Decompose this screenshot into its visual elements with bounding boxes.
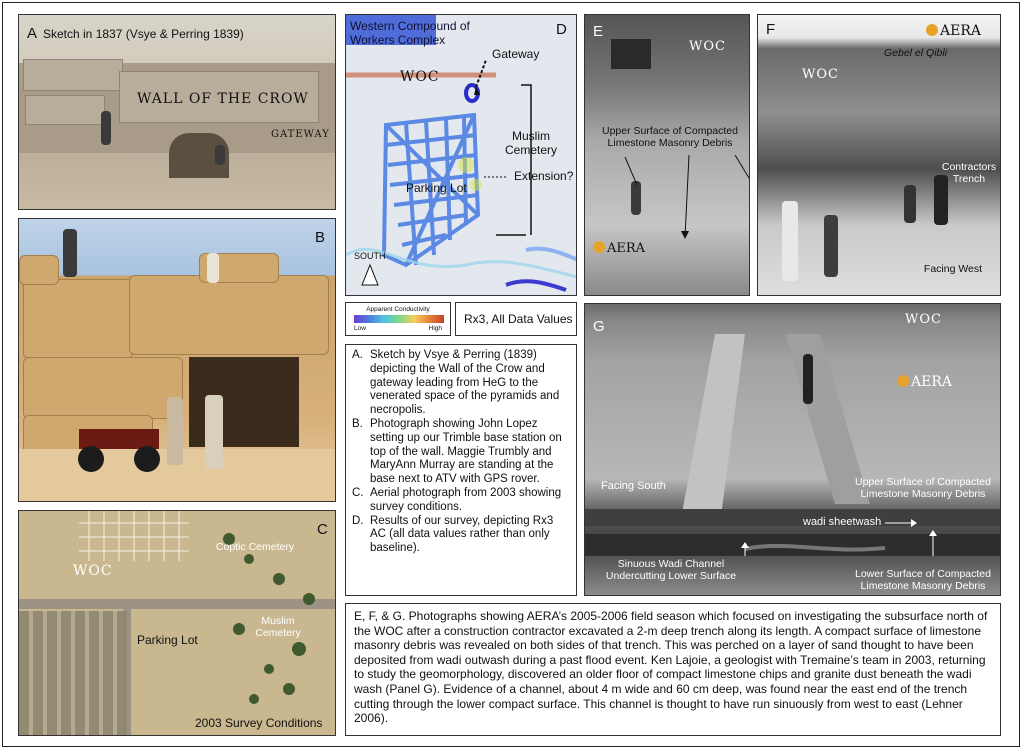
person-standing — [205, 395, 223, 469]
rx3-label-box — [455, 302, 577, 336]
atv-vehicle — [69, 419, 169, 474]
wall-block — [25, 95, 105, 125]
panel-f-photo — [757, 14, 1001, 296]
legend-color-ramp — [354, 315, 444, 323]
woc-label: WOC — [905, 312, 942, 327]
coptic-grid — [79, 511, 199, 571]
survey-conditions-caption: 2003 Survey Conditions — [195, 716, 323, 730]
woc-label: WOC — [802, 67, 839, 82]
person-john — [63, 229, 77, 277]
wall-label: WALL OF THE CROW — [137, 91, 309, 107]
panel-a-sketch — [18, 14, 336, 210]
upper-surface-label: Upper Surface of Compacted Limestone Masonry Debris — [602, 125, 738, 149]
parking-lot-label: Parking Lot — [137, 633, 198, 647]
panel-letter: E — [593, 23, 604, 40]
gateway-label: GATEWAY — [271, 129, 330, 140]
muslim-cemetery-label: Muslim Cemetery — [255, 615, 301, 639]
conductivity-legend — [345, 302, 451, 336]
parking-lot-label: Parking Lot — [406, 181, 467, 195]
panel-e-photo — [584, 14, 750, 296]
legend-high: High — [428, 325, 442, 332]
woc-label: WOC — [400, 69, 440, 85]
caption-item-c: C. Aerial photograph from 2003 showing survey conditions. — [352, 486, 562, 513]
rx3-label: Rx3, All Data Values — [464, 312, 573, 326]
extension-label: Extension? — [514, 169, 574, 183]
panel-title: Sketch in 1837 (Vsye & Perring 1839) — [43, 27, 244, 41]
coptic-cemetery-label: Coptic Cemetery — [215, 541, 295, 553]
panel-letter: B — [315, 229, 326, 246]
person-standing — [167, 397, 183, 465]
panel-b-photo — [18, 218, 336, 502]
figure-person — [101, 111, 111, 145]
person — [782, 201, 798, 281]
panel-letter: D — [556, 21, 567, 38]
facing-south-label: Facing South — [601, 480, 666, 492]
sinuous-channel-label: Sinuous Wadi Channel Undercutting Lower Surface — [605, 558, 737, 582]
town-blocks — [19, 611, 127, 736]
gateway-label: Gateway — [492, 47, 540, 61]
muslim-cemetery-label: Muslim Cemetery — [504, 129, 557, 157]
facing-west-label: Facing West — [923, 263, 983, 275]
caption-item-d: D. Results of our survey, depicting Rx3 AC (all data values rather than only baseline). — [352, 514, 554, 555]
panel-letter: C — [317, 521, 328, 538]
caption-a-d — [345, 344, 577, 596]
panel-letter: F — [766, 21, 776, 38]
contractors-trench-label: Contractors Trench — [941, 161, 997, 185]
panel-d-survey-map — [345, 14, 577, 296]
panel-c-aerial — [18, 510, 336, 736]
person — [904, 185, 916, 223]
stone-block — [129, 275, 329, 355]
caption-e-f-g-text: E, F, & G. Photographs showing AERA’s 2005-2006 field season which focused on investigating the subsurface north of the WOC after a construction contractor excavated a 2-m deep trench along its length. A compact surface of limestone masonry debris was revealed on both sides of that trench. This was perched on a layer of sand thought to have been deposited from wadi outwash during a past flood event. Ken Lajoie, a geologist with Tremaine’s team in 2003, returning to study the geomorphology, discovered an older floor of compact limestone chips and granite dust beneath the wadi wash (Panel G). Evidence of a channel, about 4 m wide and 60 cm deep, was found near the east end of the trench cutting through the lower compact surface. This channel is thought to have run sinuously from west to east (Lehner 2006). — [354, 609, 988, 726]
caption-item-b: B. Photograph showing John Lopez setting up our Trimble base station on top of the wall. Maggie Trumbly and MaryAnn Murray are standing at the base next to ATV with GPS rover. — [352, 417, 562, 486]
caption-list — [352, 349, 570, 556]
lower-surface-label: Lower Surface of Compacted Limestone Masonry Debris — [855, 568, 991, 592]
panel-letter: G — [593, 318, 605, 335]
aera-logo: AERA — [897, 374, 952, 390]
wall-block — [23, 59, 123, 91]
figure-person — [215, 145, 225, 165]
aera-logo-icon — [926, 24, 938, 36]
stone-block — [19, 255, 59, 285]
caption-e-f-g — [345, 603, 1001, 736]
legend-low: Low — [354, 325, 366, 332]
aera-logo-icon — [593, 241, 605, 253]
stone-block — [23, 357, 183, 419]
panel-g-photo — [584, 303, 1001, 596]
panel-letter: A — [27, 25, 38, 42]
upper-surface-label: Upper Surface of Compacted Limestone Masonry Debris — [855, 476, 991, 500]
western-compound-label: Western Compound of Workers Complex — [350, 19, 470, 47]
aera-logo: AERA — [926, 23, 981, 39]
south-arrow-label: SOUTH — [354, 251, 386, 261]
caption-item-a: A. Sketch by Vsye & Perring (1839) depicting the Wall of the Crow and gateway leading from HeG to the venerated space of the pyramids and necropolis. — [352, 349, 560, 417]
annotation-arrows — [585, 304, 1001, 596]
person — [824, 215, 838, 277]
sheetwash-label: wadi sheetwash — [803, 516, 882, 528]
stone-block — [23, 279, 133, 359]
woc-label: WOC — [689, 39, 726, 54]
woc-label: WOC — [73, 563, 113, 579]
gebel-label: Gebel el Qibli — [884, 47, 948, 59]
person-surveyor — [207, 253, 219, 283]
aera-logo: AERA — [593, 241, 645, 256]
legend-title: Apparent Conductivity — [366, 306, 430, 313]
